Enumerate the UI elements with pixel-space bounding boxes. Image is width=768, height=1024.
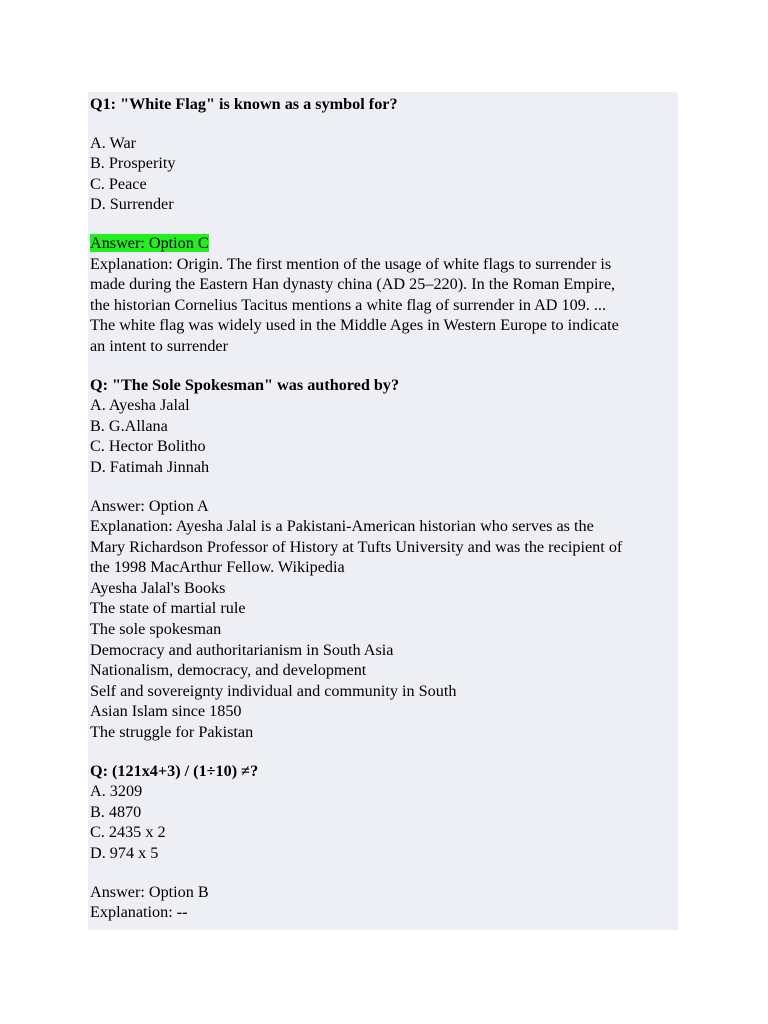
question-1-explanation-line: Explanation: Origin. The first mention of the usage of white flags to surrender is <box>90 254 612 273</box>
question-2-title: Q: "The Sole Spokesman" was authored by? <box>90 375 400 394</box>
question-1-answer: Answer: Option C <box>90 233 209 252</box>
question-3-title: Q: (121x4+3) / (1÷10) ≠? <box>90 761 259 780</box>
question-3-option-d: D. 974 x 5 <box>90 844 159 862</box>
question-1-title: Q1: "White Flag" is known as a symbol for? <box>90 95 398 113</box>
document-page <box>88 92 678 930</box>
question-2-option-a: A. Ayesha Jalal <box>90 396 190 415</box>
question-2-explanation-line: Nationalism, democracy, and development <box>90 661 367 680</box>
question-2-explanation-line: Ayesha Jalal's Books <box>90 578 226 597</box>
question-2-option-b: B. G.Allana <box>90 416 168 435</box>
question-2-explanation-line: Self and sovereignty individual and community in South <box>90 681 457 700</box>
question-2-explanation-line: Democracy and authoritarianism in South Asia <box>90 640 394 659</box>
question-3-explanation-line: Explanation: -- <box>90 903 188 922</box>
question-2-explanation-line: The state of martial rule <box>90 599 246 618</box>
question-3-option-a: A. 3209 <box>90 782 143 801</box>
question-1-explanation-line: made during the Eastern Han dynasty china (AD 25–220). In the Roman Empire, <box>90 275 616 294</box>
question-3-option-c: C. 2435 x 2 <box>90 823 166 842</box>
question-1-explanation-line: the historian Cornelius Tacitus mentions a white flag of surrender in AD 109. ... <box>90 295 607 314</box>
question-1-explanation-line: The white flag was widely used in the Middle Ages in Western Europe to indicate <box>90 316 619 335</box>
question-1-option-c: C. Peace <box>90 174 147 193</box>
question-2-explanation-line: Explanation: Ayesha Jalal is a Pakistani-American historian who serves as the <box>90 517 594 536</box>
question-3-answer: Answer: Option B <box>90 882 209 901</box>
question-1-option-a: A. War <box>90 133 137 152</box>
question-2-explanation-line: The struggle for Pakistan <box>90 723 254 742</box>
document-content <box>90 94 678 923</box>
question-2-explanation-line: the 1998 MacArthur Fellow. Wikipedia <box>90 558 345 577</box>
question-1-option-d: D. Surrender <box>90 195 174 214</box>
question-1-explanation-line: an intent to surrender <box>90 336 228 355</box>
question-2-answer: Answer: Option A <box>90 496 209 515</box>
question-2-option-d: D. Fatimah Jinnah <box>90 457 210 476</box>
question-1-option-b: B. Prosperity <box>90 154 176 173</box>
question-2-explanation-line: The sole spokesman <box>90 620 222 639</box>
question-2-option-c: C. Hector Bolitho <box>90 437 206 456</box>
question-3-option-b: B. 4870 <box>90 802 142 821</box>
question-2-explanation-line: Asian Islam since 1850 <box>90 702 242 721</box>
question-2-explanation-line: Mary Richardson Professor of History at Tufts University and was the recipient of <box>90 537 623 556</box>
